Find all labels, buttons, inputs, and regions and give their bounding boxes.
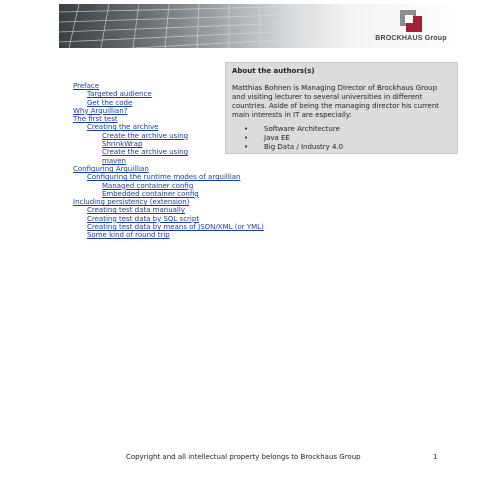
toc-link-embedded-container-config[interactable]: Embedded container config xyxy=(102,189,199,198)
brockhaus-logo-icon xyxy=(400,10,422,32)
toc-link-test-data-json-xml[interactable]: Creating test data by means of JSON/XML (or YML) xyxy=(87,223,264,232)
toc-link-test-data-manually[interactable]: Creating test data manually xyxy=(87,206,185,215)
toc-link-round-trip[interactable]: Some kind of round trip xyxy=(87,231,170,240)
interest-item: • Java EE xyxy=(254,134,451,143)
toc-link-configuring-arquillian[interactable]: Configuring Arquillian xyxy=(73,164,149,173)
toc-link-targeted-audience[interactable]: Targeted audience xyxy=(87,90,152,99)
toc-link-why-arquillian[interactable]: Why Arquillian? xyxy=(73,106,128,115)
toc-link-get-the-code[interactable]: Get the code xyxy=(87,98,133,107)
toc-link-including-persistency[interactable]: Including persistency (extension) xyxy=(73,198,190,207)
toc-link-configuring-runtime-modes[interactable]: Configuring the runtime modes of arquillian xyxy=(87,173,241,182)
toc-link-the-first-test[interactable]: The first test xyxy=(73,115,118,124)
building-facade-image xyxy=(59,4,319,48)
about-authors-title: About the authors(s) xyxy=(232,67,315,75)
page-number: 1 xyxy=(433,453,438,461)
brockhaus-logo xyxy=(371,10,451,46)
copyright-text: Copyright and all intellectual property belongs to Brockhaus Group xyxy=(126,453,361,461)
toc-link-create-archive-shrinkwrap[interactable]: Create the archive using xyxy=(102,131,189,140)
toc-link-create-archive-maven[interactable]: Create the archive using xyxy=(102,148,189,157)
toc-link-create-archive-maven-cont[interactable]: maven xyxy=(102,156,126,165)
header-banner xyxy=(59,4,463,48)
logo-text: BROCKHAUS Group xyxy=(375,35,447,42)
interest-item: • Big Data / Industry 4.0 xyxy=(254,143,451,152)
toc-link-creating-the-archive[interactable]: Creating the archive xyxy=(87,123,159,132)
interest-item: • Software Architecture xyxy=(254,125,451,134)
toc-link-preface[interactable]: Preface xyxy=(73,82,100,90)
table-of-contents xyxy=(73,82,273,240)
toc-link-managed-container-config[interactable]: Managed container config xyxy=(102,181,194,190)
toc-link-create-archive-shrinkwrap-cont[interactable]: ShrinkWrap xyxy=(102,140,143,149)
toc-link-test-data-sql[interactable]: Creating test data by SQL script xyxy=(87,214,200,223)
about-authors-text: Matthias Bohnen is Managing Director of Brockhaus Group and visiting lecturer to several universities in different countries. Aside of being the managing director his current main interests in IT are especially: xyxy=(232,84,440,119)
